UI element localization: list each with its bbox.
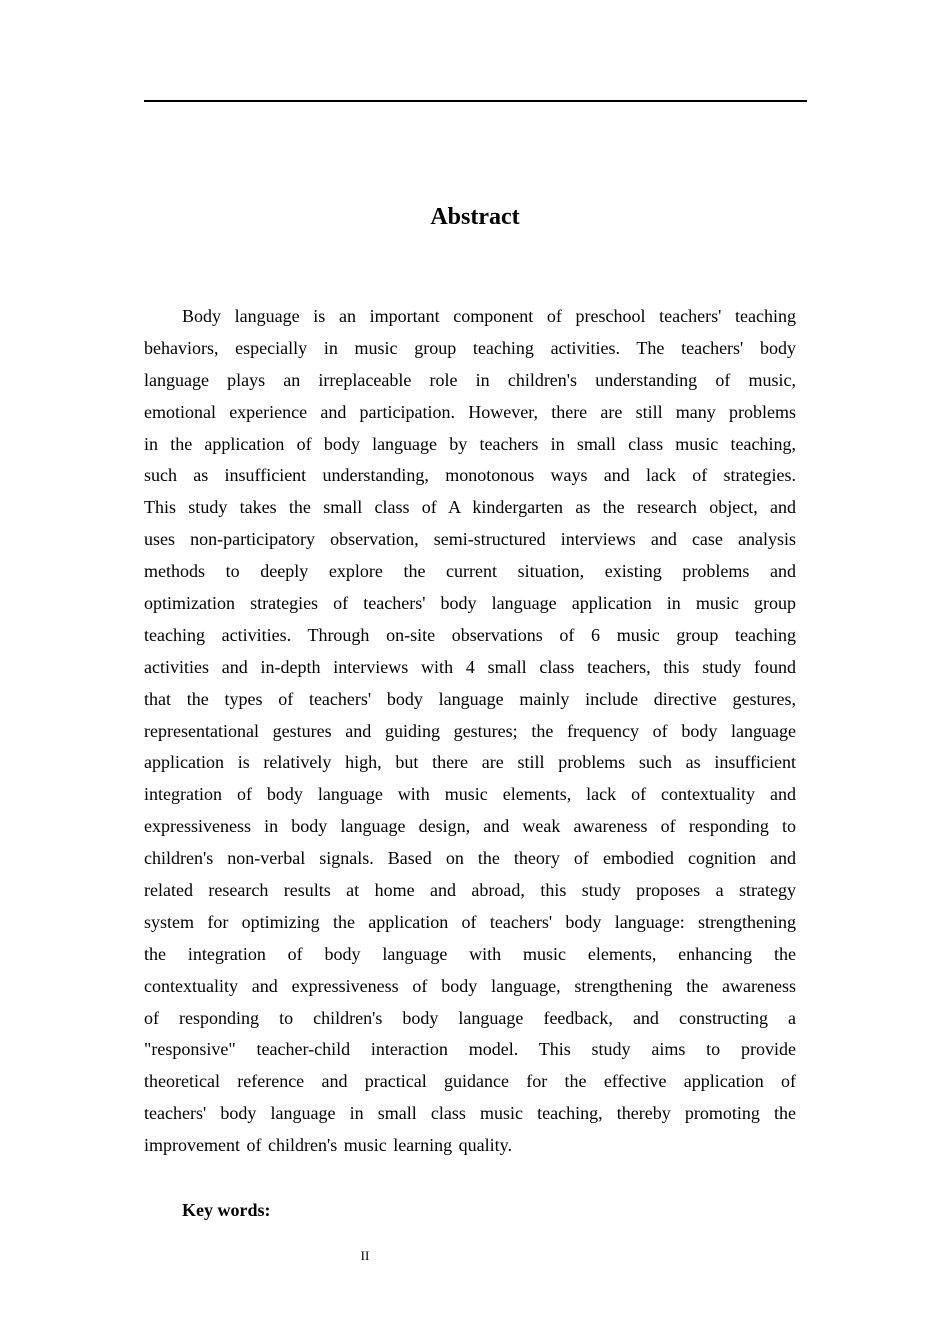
abstract-line: behaviors, especially in music group teaching activities. The teachers' body [144, 337, 796, 358]
abstract-line: such as insufficient understanding, monotonous ways and lack of strategies. [144, 465, 796, 486]
abstract-line: theoretical reference and practical guidance for the effective application of [144, 1071, 796, 1092]
abstract-line: improvement of children's music learning quality. [144, 1135, 512, 1156]
abstract-line: activities and in-depth interviews with 4 small class teachers, this study found [144, 656, 796, 677]
abstract-line: expressiveness in body language design, and weak awareness of responding to [144, 816, 796, 837]
keywords-label: Key words: [182, 1200, 271, 1220]
abstract-line: application is relatively high, but there are still problems such as insufficient [144, 752, 796, 773]
abstract-line: representational gestures and guiding gestures; the frequency of body language [144, 720, 796, 741]
abstract-line: language plays an irreplaceable role in children's understanding of music, [144, 369, 796, 390]
abstract-line: system for optimizing the application of teachers' body language: strengthening [144, 911, 796, 932]
abstract-line: methods to deeply explore the current situation, existing problems and [144, 561, 796, 582]
abstract-line: contextuality and expressiveness of body language, strengthening the awareness [144, 975, 796, 996]
abstract-line: emotional experience and participation. However, there are still many problems [144, 401, 796, 422]
abstract-line: children's non-verbal signals. Based on the theory of embodied cognition and [144, 848, 796, 869]
abstract-line: integration of body language with music elements, lack of contextuality and [144, 784, 796, 805]
abstract-line: teachers' body language in small class music teaching, thereby promoting the [144, 1103, 796, 1124]
abstract-body [144, 301, 796, 1162]
abstract-line: related research results at home and abroad, this study proposes a strategy [144, 880, 796, 901]
abstract-line: the integration of body language with music elements, enhancing the [144, 943, 796, 964]
header-rule [144, 100, 807, 102]
page-number: II [360, 1248, 370, 1263]
page-title: Abstract [430, 204, 520, 230]
abstract-line: in the application of body language by teachers in small class music teaching, [144, 433, 796, 454]
abstract-line: that the types of teachers' body language mainly include directive gestures, [144, 688, 796, 709]
abstract-line: teaching activities. Through on-site observations of 6 music group teaching [144, 624, 796, 645]
abstract-line: Body language is an important component of preschool teachers' teaching [182, 306, 796, 326]
abstract-line: optimization strategies of teachers' body language application in music group [144, 593, 796, 614]
abstract-line: This study takes the small class of A kindergarten as the research object, and [144, 497, 796, 518]
abstract-line: uses non-participatory observation, semi-structured interviews and case analysis [144, 529, 796, 550]
abstract-line: "responsive" teacher-child interaction model. This study aims to provide [144, 1039, 796, 1060]
abstract-line: of responding to children's body language feedback, and constructing a [144, 1007, 796, 1028]
